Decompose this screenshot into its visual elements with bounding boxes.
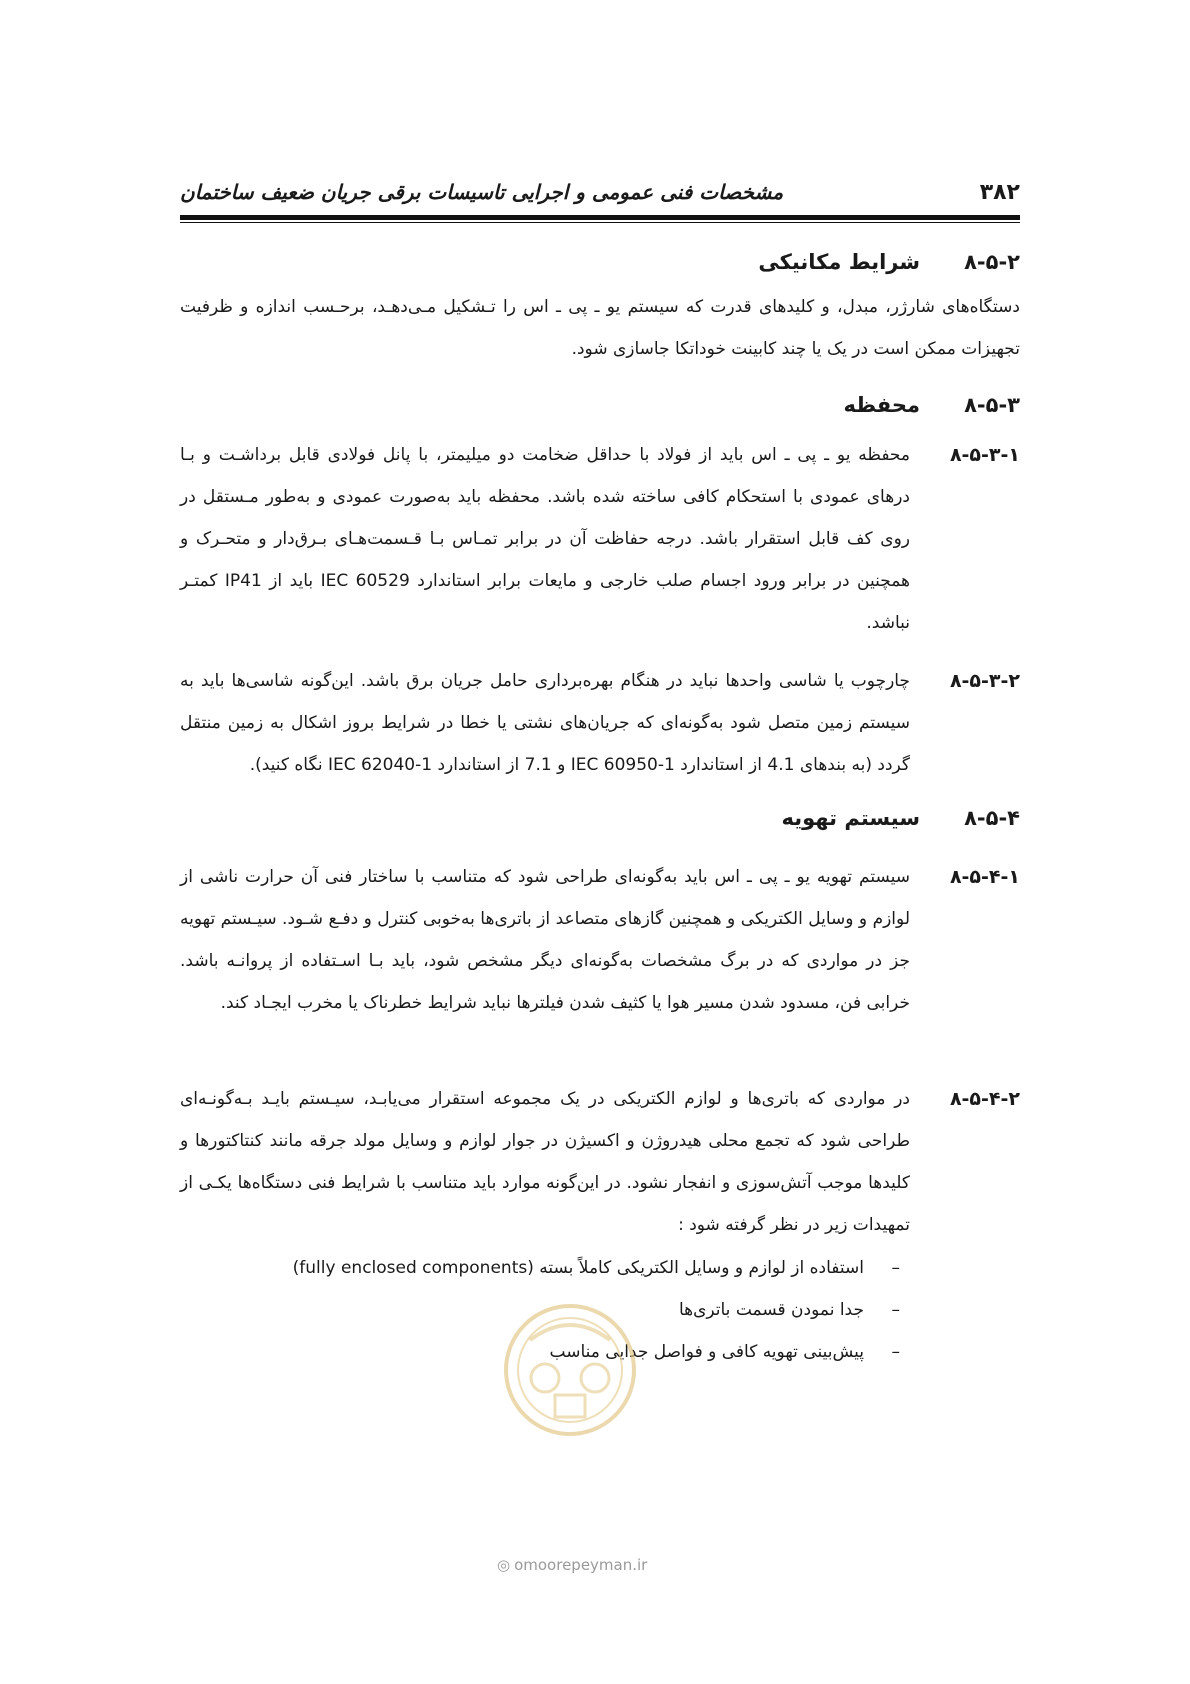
clause-number: ۸-۵-۳-۲	[949, 670, 1020, 692]
clause-text: سیستم تهویه یو ـ پی ـ اس باید به‌گونه‌ای طراحی شود که متناسب با ساختار فنی آن حرارت ناشی از لوازم و وسایل الکتریکی و همچنین گازهای متصاعد از باتری‌ها به‌خوبی کنترل و دفـع شـود. سیـستم تهویه جز در مواردی که در برگ مشخصات به‌گونه‌ای دیگر مشخص شود، باید بـا اسـتفاده از پروانـه باشد. خرابی فن، مسدود شدن مسیر هوا یا کثیف شدن فیلترها نباید شرایط خطرناک یا مخرب ایجـاد کند.	[180, 867, 910, 1013]
section-number: ۸-۵-۳	[964, 393, 1020, 417]
section-title: شرایط مکانیکی	[758, 250, 920, 274]
clause-item	[180, 434, 1020, 644]
section-number: ۸-۵-۴	[964, 806, 1020, 830]
clause-item	[180, 1078, 1020, 1246]
page-header	[180, 180, 1020, 204]
bullet-dash: –	[891, 1342, 900, 1362]
section-title: محفظه	[843, 393, 920, 417]
header-rule-thin	[180, 222, 1020, 223]
page-number: ۳۸۲	[979, 180, 1020, 205]
list-item-text: پیش‌بینی تهویه کافی و فواصل جدایی مناسب	[549, 1342, 864, 1362]
bullet-dash: –	[891, 1300, 900, 1320]
section-paragraph: دستگاه‌های شارژر، مبدل، و کلیدهای قدرت که سیستم یو ـ پی ـ اس را تـشکیل مـی‌دهـد، برحـسب اندازه و ظرفیت تجهیزات ممکن است در یک یا چند کابینت خوداتکا جاسازی شود.	[180, 297, 1020, 359]
list-item-text: جدا نمودن قسمت باتری‌ها	[678, 1300, 864, 1320]
section-number: ۸-۵-۲	[964, 250, 1020, 274]
watermark-url	[497, 1556, 647, 1574]
clause-number: ۸-۵-۴-۱	[949, 866, 1020, 888]
running-title: مشخصات فنی عمومی و اجرایی تاسیسات برقی جریان ضعیف ساختمان	[180, 180, 784, 204]
clause-item	[180, 660, 1020, 786]
section-title: سیستم تهویه	[781, 806, 920, 830]
clause-text: محفظه یو ـ پی ـ اس باید از فولاد با حداقل ضخامت دو میلیمتر، با پانل فولادی قابل برداشـت و بـا درهای عمودی با استحکام کافی ساخته شده باشد. محفظه باید به‌صورت عمودی و به‌طور مـستقل در روی کف قابل استقرار باشد. درجه حفاظت آن در برابر تمـاس بـا قـسمت‌هـای بـرق‌دار و متحـرک و همچنین در برابر ورود اجسام صلب خارجی و مایعات برابر استاندارد IEC 60529 باید از IP41 کمتـر نباشد.	[180, 445, 910, 633]
list-item-text: استفاده از لوازم و وسایل الکتریکی کاملاً بسته (fully enclosed components)	[292, 1258, 864, 1278]
clause-number: ۸-۵-۳-۱	[949, 444, 1020, 466]
section-heading	[180, 393, 1020, 429]
clause-text: چارچوب یا شاسی واحدها نباید در هنگام بهره‌برداری حامل جریان برق باشد. این‌گونه شاسی‌ها باید به سیستم زمین متصل شود به‌گونه‌ای که جریان‌های نشتی یا خطا در شرایط بروز اشکال به زمین منتقل گردد (به بندهای 4.1 از استاندارد IEC 60950-1 و 7.1 از استاندارد IEC 62040-1 نگاه کنید).	[180, 671, 910, 775]
section-mechanical	[180, 250, 1020, 370]
clause-text: در مواردی که باتری‌ها و لوازم الکتریکی در یک مجموعه استقرار می‌یابـد، سیـستم بایـد بـه‌گونـه‌ای طراحی شود که تجمع محلی هیدروژن و اکسیژن در جوار لوازم و وسایل مولد جرقه مانند کنتاکتورها و کلیدها موجب آتش‌سوزی و انفجار نشود. در این‌گونه موارد باید متناسب با شرایط فنی دستگاه‌ها یکـی از تمهیدات زیر در نظر گرفته شود :	[180, 1089, 910, 1235]
section-enclosure	[180, 393, 1020, 429]
watermark-logo-icon: ◎	[497, 1556, 511, 1574]
clause-number: ۸-۵-۴-۲	[949, 1088, 1020, 1110]
watermark-stamp-icon	[500, 1300, 640, 1440]
watermark-text: omoorepeyman.ir	[514, 1556, 648, 1574]
list-item	[280, 1247, 900, 1289]
section-ventilation	[180, 806, 1020, 842]
header-rule-thick	[180, 215, 1020, 220]
clause-item	[180, 856, 1020, 1024]
bullet-dash: –	[891, 1258, 900, 1278]
section-heading	[180, 250, 1020, 286]
section-heading	[180, 806, 1020, 842]
